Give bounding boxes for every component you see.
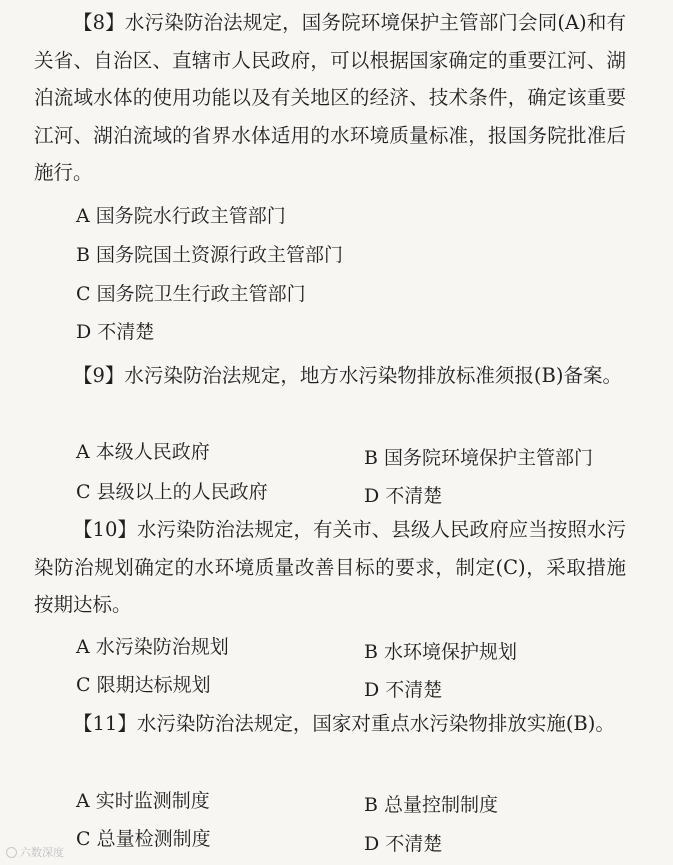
question-8-option-b: B 国务院国土资源行政主管部门 [76,244,344,266]
watermark-text: 六数深度 [20,846,64,859]
question-9-option-a: A 本级人民政府 [76,441,210,463]
question-10-text: 【10】水污染防治法规定，有关市、县级人民政府应当按照水污染防治规划确定的水环境质量改善目标的要求，制定(C)，采取措施按期达标。 [34,518,626,616]
question-10-option-a: A 水污染防治规划 [76,636,229,658]
question-8-option-c: C 国务院卫生行政主管部门 [76,283,306,305]
question-9-text: 【9】水污染防治法规定，地方水污染物排放标准须报(B)备案。 [73,364,622,387]
question-11-option-a: A 实时监测制度 [76,790,210,812]
question-11-text: 【11】水污染防治法规定，国家对重点水污染物排放实施(B)。 [73,712,615,735]
watermark [6,846,64,860]
question-10-option-b: B 水环境保护规划 [364,641,518,663]
question-9-option-c: C 县级以上的人民政府 [76,481,268,503]
question-11-option-b: B 总量控制制度 [364,794,499,816]
question-11-option-c: C 总量检测制度 [76,828,211,850]
question-10-option-c: C 限期达标规划 [76,674,211,696]
question-11-option-d: D 不清楚 [364,833,443,855]
question-8-text: 【8】水污染防治法规定，国务院环境保护主管部门会同(A)和有关省、自治区、直辖市人民政府，可以根据国家确定的重要江河、湖泊流域水体的使用功能以及有关地区的经济、技术条件，确定该重要江河、湖泊流域的省界水体适用的水环境质量标准，报国务院批准后施行。 [34,11,626,184]
question-8-option-d: D 不清楚 [76,321,155,343]
watermark-logo-icon [6,847,17,858]
question-9-option-d: D 不清楚 [364,485,443,507]
question-8-option-a: A 国务院水行政主管部门 [76,205,286,227]
question-9-option-b: B 国务院环境保护主管部门 [364,447,594,469]
question-10-option-d: D 不清楚 [364,679,443,701]
